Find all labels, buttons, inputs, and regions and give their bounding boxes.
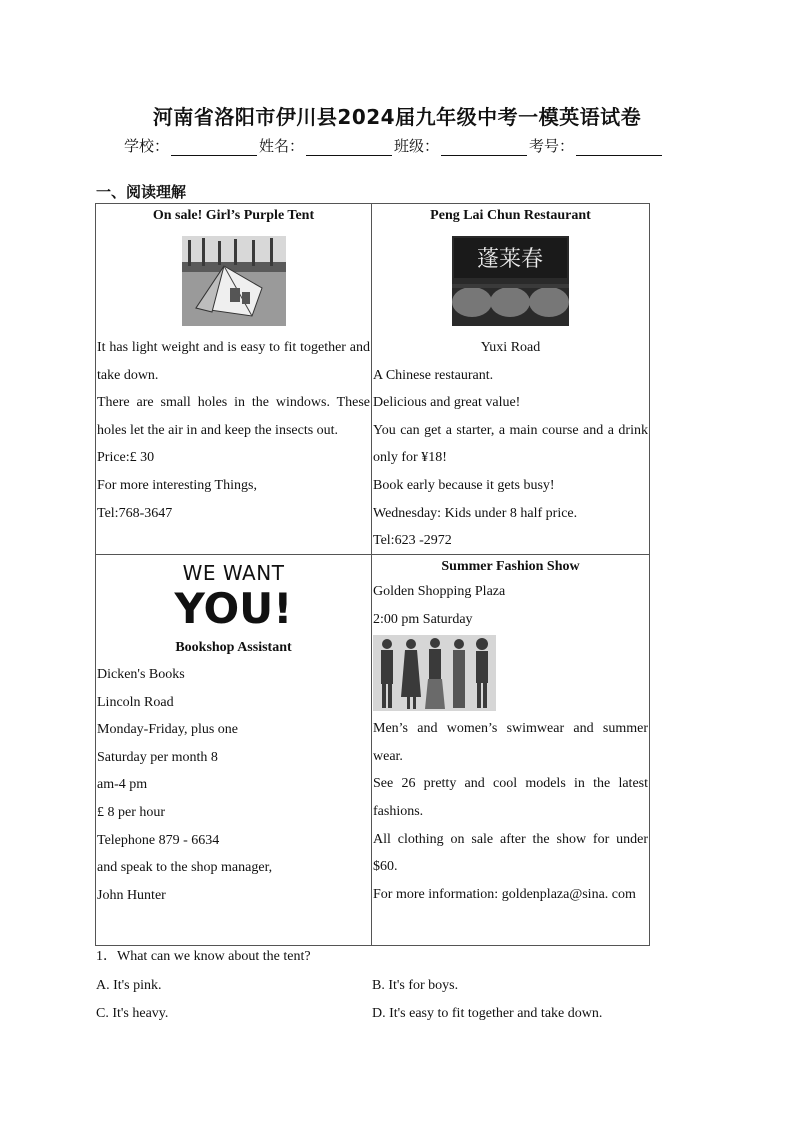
- tent-ad: [96, 204, 371, 527]
- fashion-line: See 26 pretty and cool models in the latest fashions.: [373, 776, 648, 819]
- class-blank[interactable]: [441, 141, 527, 156]
- bookshop-line: John Hunter: [97, 887, 166, 903]
- class-label: 班级：: [394, 137, 440, 155]
- bookshop-line: Lincoln Road: [97, 694, 174, 710]
- restaurant-line: A Chinese restaurant.: [373, 367, 494, 383]
- number-blank[interactable]: [576, 141, 662, 156]
- restaurant-sign-text: 蓬莱春: [476, 247, 544, 272]
- bookshop-line: £ 8 per hour: [97, 804, 166, 820]
- restaurant-line: Delicious and great value!: [373, 395, 521, 411]
- bookshop-ad: [96, 555, 371, 909]
- bookshop-phone: Telephone 879 - 6634: [97, 832, 220, 848]
- option-d[interactable]: D. It's easy to fit together and take down.: [372, 1006, 603, 1021]
- bookshop-line: and speak to the shop manager,: [97, 860, 273, 876]
- banner-line-1: WE WANT: [182, 561, 285, 585]
- option-b[interactable]: B. It's for boys.: [372, 978, 459, 993]
- school-label: 学校：: [124, 137, 170, 155]
- tent-phone: Tel:768-3647: [97, 505, 173, 521]
- we-want-you-banner: [97, 561, 370, 633]
- fashion-place: Golden Shopping Plaza: [373, 584, 506, 599]
- bookshop-heading: Bookshop Assistant: [175, 640, 292, 655]
- restaurant-heading: Peng Lai Chun Restaurant: [430, 208, 591, 223]
- banner-line-2: YOU!: [174, 584, 293, 633]
- restaurant-line: Wednesday: Kids under 8 half price.: [373, 505, 578, 521]
- restaurant-line: You can get a starter, a main course and a drink only for ¥18!: [373, 422, 648, 466]
- restaurant-address: Yuxi Road: [480, 340, 541, 355]
- bookshop-line: Dicken's Books: [97, 667, 185, 682]
- tent-price: Price:£ 30: [97, 450, 155, 466]
- name-blank[interactable]: [306, 141, 392, 156]
- bookshop-line: am-4 pm: [97, 777, 148, 793]
- page-title: 河南省洛阳市伊川县2024届九年级中考一模英语试卷: [152, 105, 642, 129]
- name-label: 姓名：: [259, 137, 305, 155]
- fashion-show-ad: [372, 555, 649, 908]
- tent-line: For more interesting Things,: [97, 477, 257, 493]
- fashion-models-photo: [373, 635, 496, 711]
- tent-heading: On sale! Girl’s Purple Tent: [152, 208, 315, 223]
- tent-line: It has light weight and is easy to fit together and take down.: [97, 340, 370, 383]
- question-stem: 1．What can we know about the tent?: [96, 949, 311, 964]
- tent-line: There are small holes in the windows. These holes let the air in and keep the insects out.: [97, 395, 370, 438]
- bookshop-line: Saturday per month 8: [97, 749, 218, 765]
- restaurant-ad: [372, 204, 649, 555]
- restaurant-sign-photo: [452, 236, 569, 326]
- fashion-line: All clothing on sale after the show for under $60.: [373, 831, 648, 875]
- fashion-line: Men’s and women’s swimwear and summer wear.: [373, 721, 648, 764]
- restaurant-phone: Tel:623 -2972: [373, 533, 452, 549]
- option-a[interactable]: A. It's pink.: [96, 978, 162, 993]
- student-info-row: [124, 135, 664, 156]
- fashion-time: 2:00 pm Saturday: [373, 611, 473, 627]
- tent-photo: [182, 236, 286, 326]
- ads-table: [95, 203, 650, 946]
- number-label: 考号：: [529, 137, 575, 155]
- fashion-heading: Summer Fashion Show: [441, 559, 580, 574]
- school-blank[interactable]: [171, 141, 257, 156]
- section-heading: 一、阅读理解: [96, 183, 187, 201]
- bookshop-line: Monday-Friday, plus one: [97, 722, 239, 738]
- restaurant-line: Book early because it gets busy!: [373, 477, 555, 493]
- fashion-contact: For more information: goldenplaza@sina. com: [373, 886, 636, 902]
- option-c[interactable]: C. It's heavy.: [96, 1006, 169, 1021]
